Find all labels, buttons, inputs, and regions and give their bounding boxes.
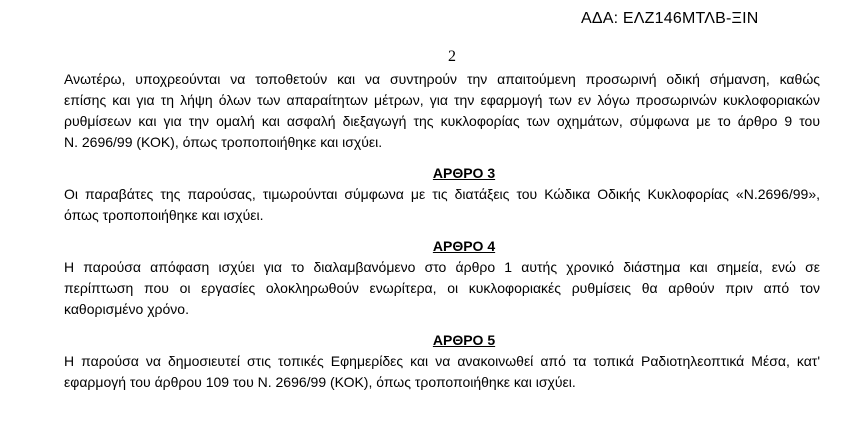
paragraph-line: περίπτωση που οι εργασίες ολοκληρωθούν ενωρίτερα, οι κυκλοφοριακές ρυθμίσεις θα αρθούν πριν από τον	[64, 280, 820, 296]
article-3-paragraph	[64, 184, 820, 226]
paragraph-line: Ν. 2696/99 (ΚΟΚ), όπως τροποποιήθηκε και ισχύει.	[64, 134, 383, 150]
paragraph-line: ρυθμίσεων και για την ομαλή και ασφαλή διεξαγωγή της κυκλοφορίας των οχημάτων, σύμφωνα με το άρθρο 9 του	[64, 113, 820, 129]
article-4-paragraph	[64, 257, 820, 320]
ada-code: ΑΔΑ: ΕΛΖ146ΜΤΛΒ-ΞΙΝ	[581, 10, 759, 27]
paragraph-line: Η παρούσα απόφαση ισχύει για το διαλαμβανόμενο στο άρθρο 1 αυτής χρονικό διάστημα και σημεία, ενώ σε	[64, 259, 820, 275]
article-5-paragraph	[64, 351, 820, 393]
document-body	[64, 69, 820, 393]
article-5-heading: ΑΡΘΡΟ 5	[432, 332, 496, 348]
paragraph-line: όπως τροποποιήθηκε και ισχύει.	[64, 207, 264, 223]
article-4-heading: ΑΡΘΡΟ 4	[432, 238, 496, 254]
paragraph-line: Ανωτέρω, υποχρεούνται να τοποθετούν και να συντηρούν την απαιτούμενη προσωρινή οδική σήμανση, καθώς	[64, 71, 820, 87]
paragraph-line: Οι παραβάτες της παρούσας, τιμωρούνται σύμφωνα με τις διατάξεις του Κώδικα Οδικής Κυκλοφορίας «Ν.2696/99»,	[64, 186, 820, 202]
paragraph-line: επίσης και για τη λήψη όλων των απαραίτητων μέτρων, για την εφαρμογή των εν λόγω προσωρινών κυκλοφοριακών	[64, 92, 820, 108]
paragraph-line: καθορισμένο χρόνο.	[64, 301, 189, 317]
page-number: 2	[448, 48, 456, 65]
paragraph-line: Η παρούσα να δημοσιευτεί στις τοπικές Εφημερίδες και να ανακοινωθεί από τα τοπικά Ραδιοτηλεοπτικά Μέσα, κατ'	[64, 353, 820, 369]
article-3-heading: ΑΡΘΡΟ 3	[432, 165, 496, 181]
intro-paragraph	[64, 69, 820, 153]
paragraph-line: εφαρμογή του άρθρου 109 του Ν. 2696/99 (ΚΟΚ), όπως τροποποιήθηκε και ισχύει.	[64, 374, 576, 390]
